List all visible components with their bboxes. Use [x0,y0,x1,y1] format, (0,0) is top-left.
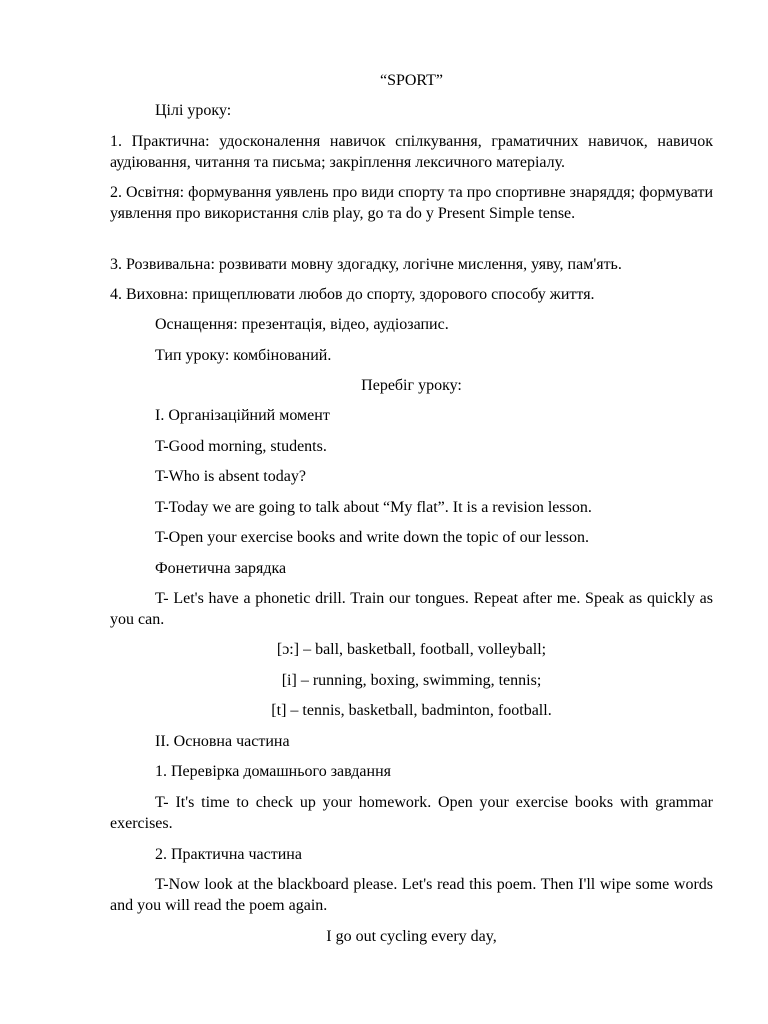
phonetic-heading: Фонетична зарядка [155,560,287,577]
goal-educational: 2. Освітня: формування уявлень про види спорту та про спортивне знаряддя; формувати уявлення про використання слів play, go та do у Present Simple tense. [110,184,713,222]
procedure-heading: Перебіг уроку: [361,377,462,394]
goal-upbringing: 4. Виховна: прищеплювати любов до спорту, здорового способу життя. [110,286,595,303]
homework-line: T- It's time to check up your homework. Open your exercise books with grammar exercises. [110,794,713,832]
practical-heading: 2. Практична частина [155,846,302,863]
drill-line-3: [t] – tennis, basketball, badminton, football. [271,702,552,719]
goals-heading: Цілі уроку: [155,102,232,119]
drill-line-2: [i] – running, boxing, swimming, tennis; [281,672,542,689]
document-title: “SPORT” [379,72,444,89]
poem-line-1: I go out cycling every day, [326,928,497,945]
line-absent: T-Who is absent today? [155,468,306,485]
lesson-type-line: Тип уроку: комбінований. [155,347,332,364]
equipment-line: Оснащення: презентація, відео, аудіозапис. [155,316,449,333]
section-main-part: II. Основна частина [155,733,290,750]
goal-practical: 1. Практична: удосконалення навичок спілкування, граматичних навичок, навичок аудіювання, читання та письма; закріплення лексичного матеріалу. [110,133,713,171]
line-talk-about: T-Today we are going to talk about “My flat”. It is a revision lesson. [155,499,592,516]
line-good-morning: T-Good morning, students. [155,438,327,455]
phonetic-intro: T- Let's have a phonetic drill. Train our tongues. Repeat after me. Speak as quickly as you can. [110,590,713,628]
drill-line-1: [ɔ:] – ball, basketball, football, volleyball; [276,641,547,658]
section-organizational: I. Організаційний момент [155,407,330,424]
goal-developmental: 3. Розвивальна: розвивати мовну здогадку, логічне мислення, уяву, пам'ять. [110,256,622,273]
practical-line: T-Now look at the blackboard please. Let's read this poem. Then I'll wipe some words and you will read the poem again. [110,876,713,914]
homework-heading: 1. Перевірка домашнього завдання [155,763,391,780]
line-open-books: T-Open your exercise books and write down the topic of our lesson. [155,529,589,546]
